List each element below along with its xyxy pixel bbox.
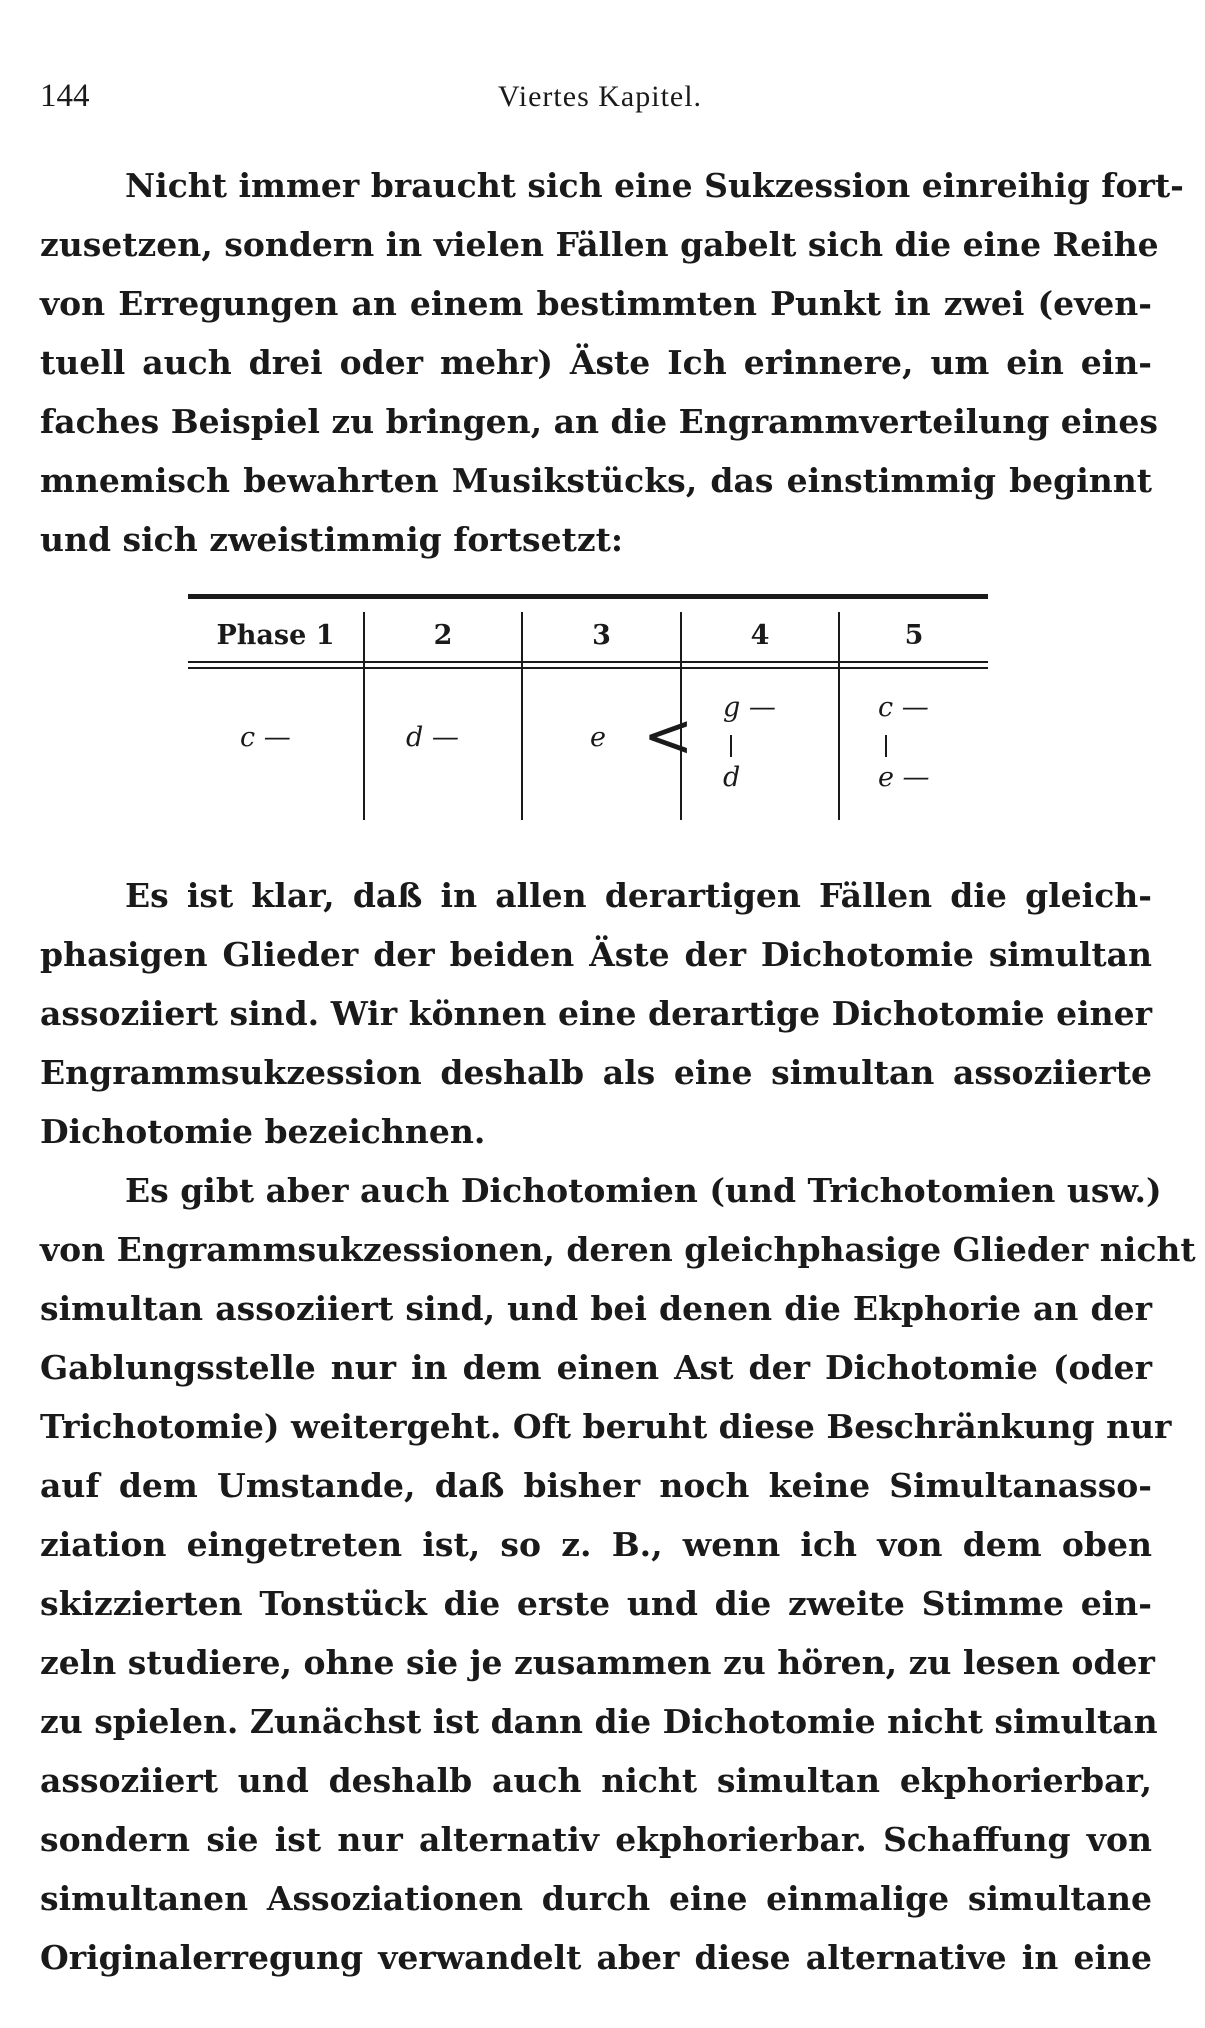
- header-phase-3: 3: [592, 620, 611, 651]
- text-line: faches Beispiel zu bringen, an die Engrammverteilung eines: [40, 402, 1158, 441]
- phase-table: [188, 594, 988, 830]
- header-phase-4: 4: [750, 620, 770, 651]
- text-line: simultan assoziiert sind, und bei denen die Ekphorie an der: [40, 1289, 1152, 1328]
- text-line: ziation eingetreten ist, so z. B., wenn ich von dem oben: [40, 1525, 1152, 1564]
- text-line: tuell auch drei oder mehr) Äste Ich erinnere, um ein ein-: [40, 343, 1152, 382]
- table-header-rule: [188, 667, 988, 669]
- text-line: von Engrammsukzessionen, deren gleichphasige Glieder nicht: [40, 1230, 1196, 1269]
- text-line: Originalerregung verwandelt aber diese alternative in eine: [40, 1938, 1152, 1977]
- voice-connector: [730, 735, 732, 757]
- header-phase-1: Phase 1: [216, 620, 335, 651]
- paragraph-2: [40, 866, 1152, 1161]
- text-line: zeln studiere, ohne sie je zusammen zu hören, zu lesen oder: [40, 1643, 1155, 1682]
- text-line: assoziiert und deshalb auch nicht simultan ekphorierbar,: [40, 1761, 1152, 1800]
- header-phase-2: 2: [433, 620, 453, 651]
- text-line: von Erregungen an einem bestimmten Punkt in zwei (even-: [40, 284, 1152, 323]
- text-line: Dichotomie bezeichnen.: [40, 1112, 486, 1151]
- cell-phase-1: c —: [240, 722, 291, 753]
- text-line: zu spielen. Zunächst ist dann die Dichotomie nicht simultan: [40, 1702, 1158, 1741]
- cell-phase-5-bottom: e —: [878, 762, 930, 793]
- paragraph-3: [40, 1161, 1196, 1987]
- paragraph-1: [40, 156, 1184, 569]
- page-header: [40, 78, 1160, 128]
- table-header-rule: [188, 661, 988, 663]
- cell-phase-5-top: c —: [878, 692, 929, 723]
- voice-connector: [885, 735, 887, 757]
- text-line: skizzierten Tonstück die erste und die zweite Stimme ein-: [40, 1584, 1152, 1623]
- text-line: Trichotomie) weitergeht. Oft beruht diese Beschränkung nur: [40, 1407, 1172, 1446]
- page-number: 144: [40, 78, 90, 114]
- cell-phase-4-top: g —: [723, 692, 776, 723]
- text-line: Engrammsukzession deshalb als eine simultan assoziierte: [40, 1053, 1152, 1092]
- cell-phase-2: d —: [406, 722, 459, 753]
- text-line: assoziiert sind. Wir können eine derartige Dichotomie einer: [40, 994, 1152, 1033]
- text-line: phasigen Glieder der beiden Äste der Dichotomie simultan: [40, 935, 1152, 974]
- text-line: sondern sie ist nur alternativ ekphorierbar. Schaffung von: [40, 1820, 1152, 1859]
- table-top-rule: [188, 594, 988, 599]
- text-line: zusetzen, sondern in vielen Fällen gabelt sich die eine Reihe: [40, 225, 1159, 264]
- running-title: Viertes Kapitel.: [497, 80, 703, 113]
- text-line: Gablungsstelle nur in dem einen Ast der Dichotomie (oder: [40, 1348, 1152, 1387]
- text-line: simultanen Assoziationen durch eine einmalige simultane: [40, 1879, 1152, 1918]
- text-line: und sich zweistimmig fortsetzt:: [40, 520, 624, 559]
- text-line: Es ist klar, daß in allen derartigen Fällen die gleich-: [125, 876, 1152, 915]
- text-line: Es gibt aber auch Dichotomien (und Trichotomien usw.): [125, 1171, 1162, 1210]
- header-phase-5: 5: [904, 620, 924, 651]
- cell-phase-4-bottom: d: [723, 762, 741, 793]
- text-line: Nicht immer braucht sich eine Sukzession einreihig fort-: [125, 166, 1184, 205]
- text-line: mnemisch bewahrten Musikstücks, das einstimmig beginnt: [40, 461, 1152, 500]
- text-line: auf dem Umstande, daß bisher noch keine Simultanasso-: [40, 1466, 1152, 1505]
- branch-symbol: <: [643, 701, 694, 771]
- cell-phase-3-note: e: [590, 722, 606, 753]
